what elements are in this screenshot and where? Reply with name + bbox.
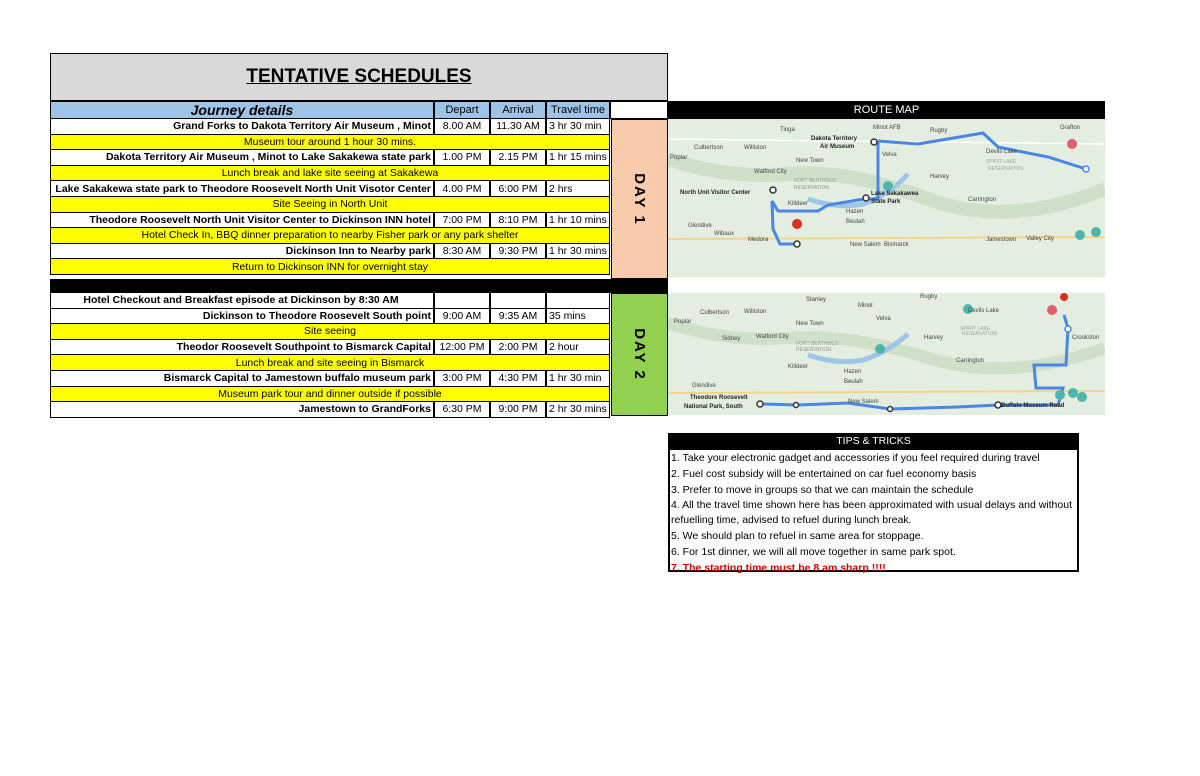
arrival-cell: 9:35 AM bbox=[490, 309, 546, 325]
note-text: Museum tour around 1 hour 30 mins. bbox=[243, 135, 417, 148]
map-label: Harvey bbox=[924, 335, 944, 341]
tip-item: 5. We should plan to refuel in same area for stoppage. bbox=[671, 530, 924, 542]
map-label: Williston bbox=[744, 309, 767, 315]
map-label: Valley City bbox=[1026, 236, 1054, 242]
map-label: Velva bbox=[882, 152, 897, 158]
arrival-cell: 6:00 PM bbox=[490, 181, 546, 197]
tips-list bbox=[668, 449, 1079, 572]
schedule-row bbox=[50, 119, 610, 135]
map-label: Velva bbox=[876, 316, 891, 322]
route-map-day1-svg bbox=[668, 119, 1105, 277]
map-label: Bismarck bbox=[884, 242, 909, 248]
map-label: Wibaux bbox=[714, 231, 735, 237]
schedule-row bbox=[50, 340, 610, 356]
schedule-row bbox=[50, 150, 610, 166]
travel-time-cell: 1 hr 10 mins bbox=[546, 213, 610, 229]
note-text: Lunch break and site seeing in Bismarck bbox=[235, 356, 425, 369]
page-title bbox=[50, 53, 668, 101]
journey-cell: Lake Sakakewa state park to Theodore Roosevelt North Unit Visotor Center bbox=[50, 181, 434, 197]
depart-cell: 8.00 AM bbox=[434, 119, 490, 135]
map-label: Watford City bbox=[756, 334, 789, 340]
map-label: North Unit Visitor Center bbox=[680, 190, 751, 196]
note-text: Lunch break and lake site seeing at Sakakewa bbox=[221, 167, 439, 180]
schedule-row bbox=[50, 309, 610, 325]
depart-cell: 7:00 PM bbox=[434, 213, 490, 229]
journey-cell: Hotel Checkout and Breakfast episode at Dickinson by 8:30 AM bbox=[50, 293, 434, 309]
map-label: Minot bbox=[858, 303, 873, 309]
map-label: New Salem bbox=[848, 399, 879, 405]
depart-cell: 4.00 PM bbox=[434, 181, 490, 197]
map-label: Carrington bbox=[956, 358, 985, 364]
travel-time-cell: 1 hr 30 mins bbox=[546, 244, 610, 260]
map-label: RESERVATION bbox=[988, 166, 1024, 172]
route-map-day1[interactable] bbox=[668, 119, 1105, 277]
journey-cell: Dakota Territory Air Museum , Minot to Lake Sakakewa state park bbox=[50, 150, 434, 166]
map-label: SPIRIT LAKE bbox=[986, 159, 1017, 165]
arrival-cell: 9:00 PM bbox=[490, 402, 546, 418]
note-row bbox=[50, 166, 610, 182]
map-label: Crookston bbox=[1072, 335, 1100, 341]
note-text: Site seeing bbox=[304, 325, 356, 338]
header-arrival: Arrival bbox=[490, 101, 546, 119]
day-separator bbox=[50, 279, 668, 293]
schedule-row bbox=[50, 402, 610, 418]
day1-label: DAY 1 bbox=[630, 172, 648, 226]
arrival-cell: 9:30 PM bbox=[490, 244, 546, 260]
map-label: New Salem bbox=[850, 242, 881, 248]
arrival-cell: 4:30 PM bbox=[490, 371, 546, 387]
schedule-row bbox=[50, 213, 610, 229]
note-text: Return to Dickinson INN for overnight stay bbox=[231, 260, 429, 273]
map-label: Medora bbox=[748, 237, 769, 243]
note-row bbox=[50, 228, 610, 244]
map-label: Poplar bbox=[674, 319, 692, 325]
note-text: Hotel Check In, BBQ dinner preparation to nearby Fisher park or any park shelter bbox=[141, 229, 519, 242]
schedule-row bbox=[50, 181, 610, 197]
map-label: New Town bbox=[796, 321, 824, 327]
map-label: Hazen bbox=[846, 209, 864, 215]
schedule-row bbox=[50, 244, 610, 260]
journey-cell: Dickinson Inn to Nearby park bbox=[50, 244, 434, 260]
depart-cell: 8:30 AM bbox=[434, 244, 490, 260]
map-label: RESERVATION bbox=[796, 347, 832, 353]
map-label: Williston bbox=[744, 145, 767, 151]
tip-item: 2. Fuel cost subsidy will be entertained on car fuel economy basis bbox=[671, 468, 977, 480]
page-title-text: TENTATIVE SCHEDULES bbox=[246, 66, 472, 87]
travel-time-cell bbox=[546, 293, 610, 309]
arrival-cell: 11.30 AM bbox=[490, 119, 546, 135]
header-blank bbox=[610, 101, 668, 119]
map-label: State Park bbox=[871, 199, 901, 205]
note-row bbox=[50, 197, 610, 213]
map-label: Harvey bbox=[930, 174, 950, 180]
map-label: Jamestown bbox=[986, 237, 1017, 243]
route-map-day2-svg bbox=[668, 293, 1105, 415]
map-label: RESERVATION bbox=[794, 185, 830, 191]
map-label: SPIRIT LAKE bbox=[960, 326, 991, 332]
map-label: Watford City bbox=[754, 169, 787, 175]
map-label: New Town bbox=[796, 158, 824, 164]
tip-item: 4. All the travel time shown here has been approximated with usual delays and without refuelling time, advised to refuel during lunch break. bbox=[671, 499, 1072, 526]
map-label: Stanley bbox=[806, 297, 827, 303]
tip-warning: 7. The starting time must be 8 am sharp !!!! bbox=[671, 562, 886, 574]
note-row bbox=[50, 135, 610, 151]
schedule-row bbox=[50, 371, 610, 387]
tip-item: 3. Prefer to move in groups so that we can maintain the schedule bbox=[671, 484, 974, 496]
route-map-day2[interactable] bbox=[668, 293, 1105, 415]
depart-cell bbox=[434, 293, 490, 309]
journey-cell: Dickinson to Theodore Roosevelt South point bbox=[50, 309, 434, 325]
note-text: Museum park tour and dinner outside if possible bbox=[218, 387, 442, 400]
tip-item: 6. For 1st dinner, we will all move together in same park spot. bbox=[671, 546, 956, 558]
map-label: Beulah bbox=[844, 379, 863, 385]
depart-cell: 12:00 PM bbox=[434, 340, 490, 356]
journey-cell: Theodore Roosevelt North Unit Visitor Center to Dickinson INN hotel bbox=[50, 213, 434, 229]
map-label: RESERVATION bbox=[962, 331, 998, 337]
note-row bbox=[50, 324, 610, 340]
note-row bbox=[50, 387, 610, 403]
depart-cell: 1.00 PM bbox=[434, 150, 490, 166]
note-row bbox=[50, 259, 610, 275]
map-label: Carrington bbox=[968, 197, 997, 203]
map-label: FORT BERTHOLD bbox=[794, 178, 836, 184]
map-label: Dakota Territory bbox=[811, 136, 857, 142]
schedule-row bbox=[50, 293, 610, 309]
map-label: FORT BERTHOLD bbox=[796, 341, 838, 347]
route-map-header: ROUTE MAP bbox=[668, 101, 1105, 119]
day1-label-box bbox=[611, 119, 668, 279]
note-text: Site Seeing in North Unit bbox=[272, 198, 388, 211]
travel-time-cell: 1 hr 30 min bbox=[546, 371, 610, 387]
travel-time-cell: 2 hour bbox=[546, 340, 610, 356]
map-label: Rugby bbox=[930, 128, 948, 134]
map-label: Air Museum bbox=[820, 144, 855, 150]
journey-cell: Theodor Roosevelt Southpoint to Bismarck Capital bbox=[50, 340, 434, 356]
map-label: Beulah bbox=[846, 219, 865, 225]
travel-time-cell: 35 mins bbox=[546, 309, 610, 325]
map-label: Grafton bbox=[1060, 125, 1081, 131]
day2-label-box bbox=[611, 293, 668, 416]
tip-item: 1. Take your electronic gadget and accessories if you feel required during travel bbox=[671, 452, 1040, 464]
arrival-cell bbox=[490, 293, 546, 309]
tips-header: TIPS & TRICKS bbox=[668, 433, 1079, 449]
travel-time-cell: 2 hr 30 mins bbox=[546, 402, 610, 418]
header-depart: Depart bbox=[434, 101, 490, 119]
arrival-cell: 8:10 PM bbox=[490, 213, 546, 229]
map-label: Devils Lake bbox=[986, 149, 1018, 155]
header-journey: Journey details bbox=[50, 101, 434, 119]
map-label: Theodore Roosevelt bbox=[690, 395, 748, 401]
depart-cell: 9:00 AM bbox=[434, 309, 490, 325]
map-label: Killdeer bbox=[788, 201, 809, 207]
map-label: Hazen bbox=[844, 369, 862, 375]
map-label: Buffalo Museum Road bbox=[1001, 403, 1065, 409]
map-label: Culbertson bbox=[694, 145, 724, 151]
map-label: Tioga bbox=[780, 127, 795, 133]
map-label: Poplar bbox=[670, 155, 688, 161]
travel-time-cell: 2 hrs bbox=[546, 181, 610, 197]
arrival-cell: 2:00 PM bbox=[490, 340, 546, 356]
depart-cell: 3:00 PM bbox=[434, 371, 490, 387]
map-label: Devils Lake bbox=[968, 308, 1000, 314]
journey-cell: Jamestown to GrandForks bbox=[50, 402, 434, 418]
map-label: Glendive bbox=[692, 383, 716, 389]
travel-time-cell: 1 hr 15 mins bbox=[546, 150, 610, 166]
map-label: Culbertson bbox=[700, 310, 730, 316]
map-label: Sidney bbox=[722, 336, 741, 342]
map-label: Killdeer bbox=[788, 364, 809, 370]
journey-cell: Grand Forks to Dakota Territory Air Museum , Minot bbox=[50, 119, 434, 135]
depart-cell: 6:30 PM bbox=[434, 402, 490, 418]
map-label: Minot AFB bbox=[873, 125, 901, 131]
map-label: National Park, South bbox=[684, 404, 743, 410]
day2-label: DAY 2 bbox=[630, 328, 648, 381]
map-label: Rugby bbox=[920, 294, 938, 300]
arrival-cell: 2.15 PM bbox=[490, 150, 546, 166]
header-travel: Travel time bbox=[546, 101, 610, 119]
map-label: Glendive bbox=[688, 223, 712, 229]
journey-cell: Bismarck Capital to Jamestown buffalo museum park bbox=[50, 371, 434, 387]
note-row bbox=[50, 355, 610, 371]
travel-time-cell: 3 hr 30 min bbox=[546, 119, 610, 135]
map-label: Lake Sakakawea bbox=[871, 191, 919, 197]
